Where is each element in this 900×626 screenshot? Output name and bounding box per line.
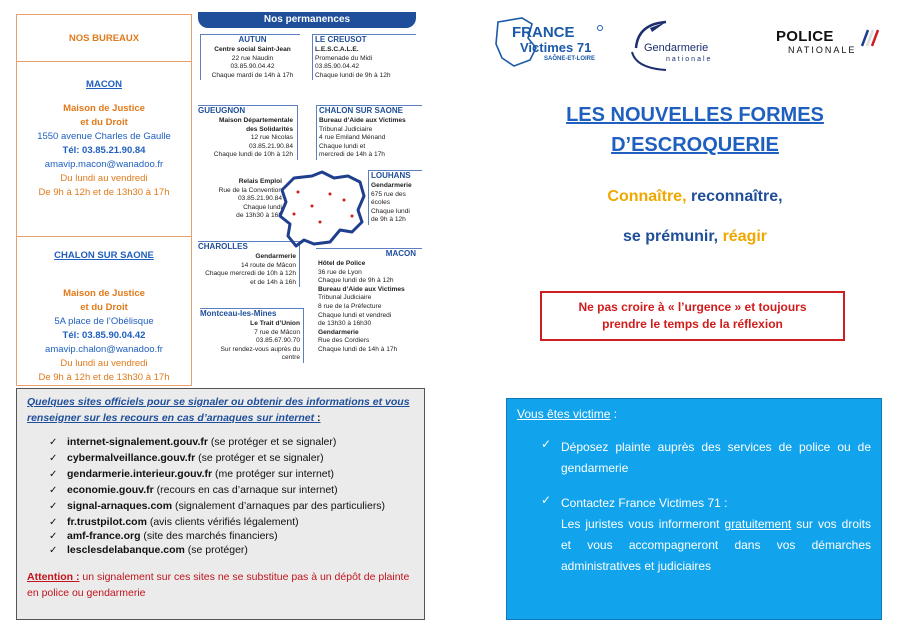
perm-when: Chaque lundi de 9h à 12h — [318, 277, 394, 285]
perm-when: de 13h30 à 16h — [236, 212, 282, 220]
site-item — [49, 543, 414, 557]
warning-line2: prendre le temps de la réflexion — [602, 317, 783, 331]
site-desc: (se protéger et se signaler) — [208, 436, 337, 448]
tricolor-flag-icon — [858, 28, 880, 50]
perm-city: MACON — [385, 249, 416, 258]
perm-when: Chaque mardi de 14h à 17h — [211, 71, 294, 79]
perm-tel: 03.85.90.04.42 — [230, 63, 275, 71]
perm-when: Chaque lundi de 10h à 12h — [213, 151, 293, 159]
site-link[interactable]: internet-signalement.gouv.fr — [67, 436, 208, 448]
victim-step — [517, 493, 871, 577]
perm-city: Montceau-les-Mines — [200, 309, 277, 318]
perm-addr: 8 rue de la Préfecture — [318, 302, 382, 310]
checkmark-icon: ✓ — [49, 517, 58, 528]
checkmark-icon: ✓ — [49, 545, 58, 556]
site-item — [49, 482, 414, 498]
office-email[interactable]: amavip.macon@wanadoo.fr — [44, 159, 164, 170]
site-desc: (avis clients vérifiés légalement) — [146, 516, 299, 528]
checkmark-icon: ✓ — [49, 437, 58, 448]
office-tel: Tél: 03.85.90.04.42 — [62, 330, 146, 341]
perm-addr: 36 rue de Lyon — [318, 268, 362, 276]
office-line2: et du Droit — [80, 302, 128, 313]
perm-place: Le Trait d’Union — [250, 320, 300, 327]
perm-place: Gendarmerie — [255, 253, 296, 260]
perm-city: LOUHANS — [371, 171, 411, 180]
perm-macon — [316, 248, 422, 355]
perm-gueugnon — [198, 105, 298, 160]
offices-panel — [16, 14, 192, 386]
perm-creusot — [312, 34, 416, 80]
office-address: 5A place de l’Obélisque — [54, 316, 154, 327]
gendarmerie-subtext: nationale — [666, 56, 713, 63]
site-item — [49, 530, 414, 543]
perm-when: mercredi de 14h à 17h — [319, 151, 385, 159]
attention-label: Attention : — [27, 571, 80, 583]
perm-montceau — [200, 308, 304, 363]
perm-place: L.E.S.C.A.L.E. — [315, 46, 359, 53]
perm-addr: Promenade du Midi — [315, 54, 373, 62]
title-line2: D’ESCROQUERIE — [611, 134, 779, 156]
gendarmerie-text: Gendarmerie — [644, 42, 709, 54]
site-item — [49, 514, 414, 530]
perm-when: de 9h à 12h — [371, 216, 406, 224]
perm-when: Chaque mercredi de 10h à 12h — [205, 270, 296, 278]
tagline-word: reconnaître — [690, 188, 779, 205]
department-map — [264, 170, 374, 250]
perm-place: Gendarmerie — [318, 328, 359, 336]
perm-tel: 03.85.90.04.42 — [315, 63, 359, 71]
office-line1: Maison de Justice — [63, 288, 145, 299]
perm-place2: Tribunal Judiciaire — [318, 294, 372, 302]
perm-place: Relais Emploi — [238, 178, 282, 185]
site-link[interactable]: gendarmerie.interieur.gouv.fr — [67, 468, 213, 480]
perm-autun — [200, 34, 300, 80]
checkmark-icon: ✓ — [541, 437, 552, 451]
site-item — [49, 498, 414, 514]
perm-place: Maison Départementale — [218, 117, 293, 124]
perm-when: Chaque lundi — [371, 207, 410, 215]
perm-addr: 675 rue des — [371, 190, 406, 198]
site-desc: (se protéger) — [184, 544, 248, 556]
victim-title-colon: : — [610, 407, 618, 421]
perm-place: des Solidarités — [246, 125, 293, 133]
perm-when: Sur rendez-vous auprès du — [220, 345, 300, 353]
official-sites-box — [16, 388, 425, 620]
perm-addr: 7 rue de Mâcon — [254, 328, 300, 336]
perm-addr: Rue de la Convention — [218, 186, 282, 194]
perm-when: Chaque lundi — [243, 203, 282, 211]
perm-addr: 12 rue Nicolas — [250, 134, 293, 142]
checkmark-icon: ✓ — [49, 469, 58, 480]
office-hours: De 9h à 12h et de 13h30 à 17h — [38, 187, 170, 198]
police-nationale-logo — [776, 28, 886, 68]
tagline-sep: , — [713, 228, 719, 245]
office-days: Du lundi au vendredi — [60, 173, 148, 184]
checkmark-icon: ✓ — [541, 493, 552, 507]
office-email[interactable]: amavip.chalon@wanadoo.fr — [45, 344, 163, 355]
perm-tel: 03.85.21.90.84 — [238, 195, 282, 203]
perm-city: GUEUGNON — [198, 106, 246, 115]
perm-when: Chaque lundi et vendredi — [318, 311, 392, 319]
victim-title-text: Vous êtes victime — [517, 407, 611, 421]
office-city: CHALON SUR SAONE — [54, 250, 154, 261]
logos-bar — [492, 14, 892, 74]
site-link[interactable]: lesclesdelabanque.com — [67, 544, 185, 556]
fv-line3: SAÔNE-ET-LOIRE — [544, 56, 596, 62]
office-city: MACON — [86, 79, 122, 90]
perm-when: Chaque lundi de 9h à 12h — [315, 71, 391, 79]
perm-place: Gendarmerie — [371, 182, 412, 189]
victim-box — [506, 398, 882, 620]
site-link[interactable]: fr.trustpilot.com — [67, 516, 147, 528]
perm-place: Hôtel de Police — [318, 260, 366, 267]
site-link[interactable]: signal-arnaques.com — [67, 500, 173, 512]
site-desc: (recours en cas d’arnaque sur internet) — [153, 484, 338, 496]
perm-city: LE CREUSOT — [315, 35, 367, 44]
victim-title — [517, 407, 871, 421]
site-desc: (site des marchés financiers) — [140, 530, 278, 542]
victim-step-text: Déposez plainte auprès des services de police ou de gendarmerie — [561, 440, 871, 475]
site-link[interactable]: amf-france.org — [67, 530, 141, 542]
perm-tel: 03.85.67.90.70 — [256, 337, 300, 345]
site-desc: (me protéger sur internet) — [212, 468, 335, 480]
office-line1: Maison de Justice — [63, 103, 145, 114]
office-line2: et du Droit — [80, 117, 128, 128]
page-title — [540, 100, 850, 160]
perm-louhans — [368, 170, 422, 225]
tagline-line1 — [540, 188, 850, 206]
france-victimes-logo — [492, 14, 610, 72]
checkmark-icon: ✓ — [49, 501, 58, 512]
perm-when: Chaque lundi de 14h à 17h — [318, 345, 398, 353]
perm-when: centre — [281, 354, 300, 362]
fv-line2: Victimes 71 — [520, 40, 592, 55]
permanences-panel — [198, 12, 424, 374]
site-item — [49, 450, 414, 466]
perm-place: Bureau d’Aide aux Victimes — [318, 285, 405, 293]
perm-tel: 03.85.21.90.84 — [249, 142, 293, 150]
office-days: Du lundi au vendredi — [60, 358, 148, 369]
perm-city: CHALON SUR SAONE — [319, 106, 404, 115]
sites-title-text: Quelques sites officiels pour se signaler ou obtenir des informations et vous renseigner sur les recours en cas d’arnaques sur internet — [27, 396, 410, 424]
victim-step-pre: Les juristes vous informeront — [561, 517, 725, 531]
tagline-line2 — [540, 228, 850, 246]
tagline-sep: , — [778, 188, 783, 205]
urgency-warning-box — [540, 291, 845, 341]
office-hours: De 9h à 12h et de 13h30 à 17h — [38, 372, 170, 383]
checkmark-icon: ✓ — [49, 531, 58, 542]
checkmark-icon: ✓ — [49, 485, 58, 496]
tagline-word: Connaître, — [607, 188, 687, 205]
victim-step-head: Contactez France Victimes 71 : — [561, 496, 728, 510]
police-text: POLICE — [776, 28, 834, 45]
sites-title-colon: : — [314, 412, 321, 424]
offices-header: NOS BUREAUX — [17, 15, 191, 62]
checkmark-icon: ✓ — [49, 453, 58, 464]
site-item — [49, 466, 414, 482]
permanences-header: Nos permanences — [198, 12, 416, 28]
victim-step-post: sur vos droits et vous accompagneront dans vos démarches administratives et judiciaires — [561, 517, 871, 573]
perm-city: CHAROLLES — [198, 242, 248, 251]
gendarmerie-logo — [626, 18, 756, 72]
tagline-word: se prémunir — [622, 228, 714, 245]
attention-note — [27, 569, 414, 601]
perm-addr: Rue des Cordiers — [318, 337, 370, 345]
attention-text: un signalement sur ces sites ne se substitue pas à un dépôt de plainte en police ou gendarmerie — [27, 571, 410, 599]
warning-line1: Ne pas croire à « l’urgence » et toujours — [578, 300, 807, 314]
office-macon — [17, 62, 191, 237]
perm-addr: 22 rue Naudin — [231, 54, 274, 62]
site-desc: (se protéger et se signaler) — [195, 452, 324, 464]
perm-chalon — [316, 105, 422, 160]
nationale-text: NATIONALE — [788, 45, 857, 55]
fv-line1: FRANCE — [512, 24, 575, 41]
tagline-word: réagir — [722, 228, 768, 245]
office-address: 1550 avenue Charles de Gaulle — [37, 131, 171, 142]
site-link[interactable]: cybermalveillance.gouv.fr — [67, 452, 196, 464]
victim-step-emphasis: gratuitement — [724, 517, 792, 531]
sites-list — [49, 434, 414, 557]
office-tel: Tél: 03.85.21.90.84 — [62, 145, 146, 156]
perm-place2: Tribunal Judiciaire — [319, 125, 373, 133]
perm-addr: 14 route de Mâcon — [241, 261, 296, 269]
perm-when: de 13h30 à 16h30 — [318, 320, 372, 328]
victim-step — [517, 437, 871, 479]
sites-title — [27, 394, 414, 426]
title-line1: LES NOUVELLES FORMES — [566, 104, 824, 126]
victim-step-text — [561, 493, 871, 577]
site-desc: (signalement d’arnaques par des particuliers) — [172, 500, 386, 512]
perm-when: et de 14h à 16h — [250, 278, 296, 286]
perm-addr: 4 rue Emiland Ménand — [319, 134, 386, 142]
site-item — [49, 434, 414, 450]
office-chalon — [17, 237, 191, 385]
perm-place: Bureau d’Aide aux Victimes — [319, 117, 406, 124]
perm-place: Centre social Saint-Jean — [214, 46, 291, 53]
site-link[interactable]: economie.gouv.fr — [67, 484, 154, 496]
perm-city: AUTUN — [238, 35, 267, 44]
perm-when: Chaque lundi et — [319, 142, 366, 150]
perm-addr: écoles — [371, 199, 391, 207]
